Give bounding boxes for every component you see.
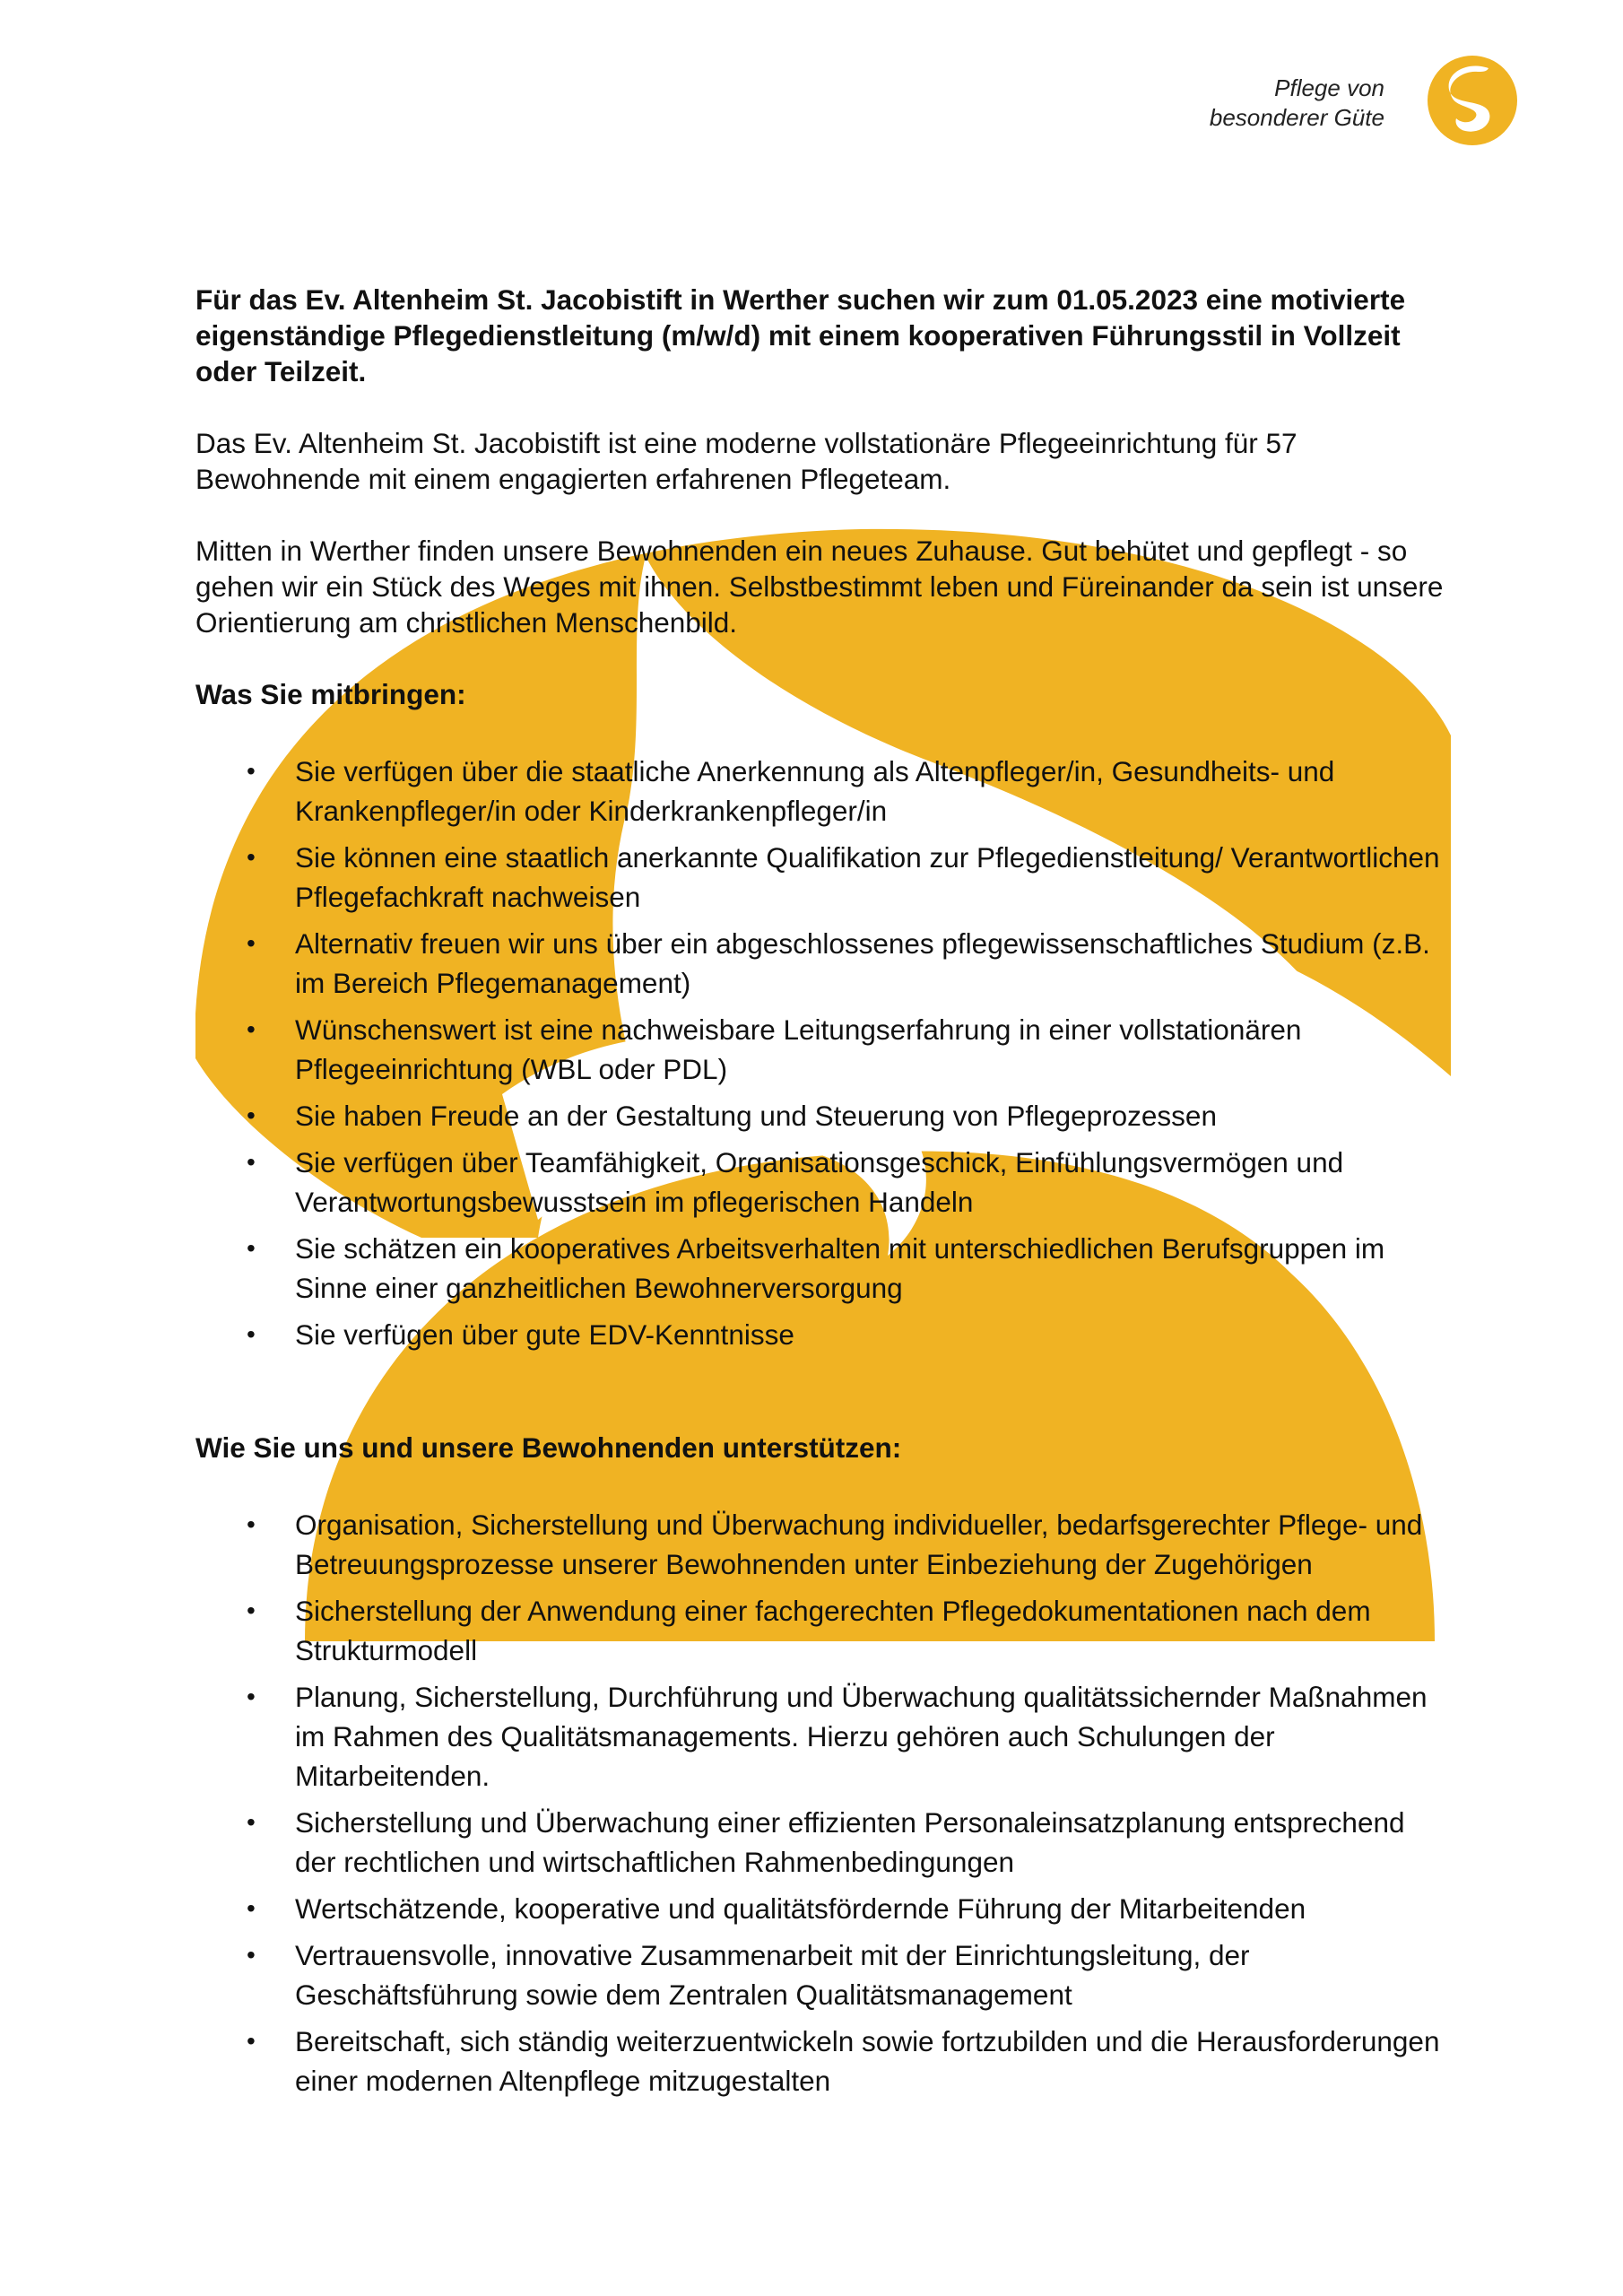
section-heading-requirements: Was Sie mitbringen: [195,678,466,710]
document-body [195,282,1451,2108]
list-item: • Wertschätzende, kooperative und qualitätsfördernde Führung der Mitarbeitenden [195,1889,1451,1928]
list-item: • Sie schätzen ein kooperatives Arbeitsverhalten mit unterschiedlichen Berufsgruppen im Sinne einer ganzheitlichen Bewohnerversorgung [195,1229,1451,1308]
bullet-icon: • [247,1015,256,1043]
list-item: • Sicherstellung der Anwendung einer fachgerechten Pflegedokumentationen nach dem Strukturmodell [195,1591,1451,1670]
header-tagline [1210,74,1384,133]
intro-paragraph-2: Mitten in Werther finden unsere Bewohnenden ein neues Zuhause. Gut behütet und gepflegt - so gehen wir ein Stück des Weges mit ihnen. Selbstbestimmt leben und Füreinander da sein ist unsere Orientierung am christlichen Menschenbild. [195,535,1444,639]
list-item: • Bereitschaft, sich ständig weiterzuentwickeln sowie fortzubilden und die Herausforderungen einer modernen Altenpflege mitzugestalten [195,2022,1451,2100]
bullet-icon: • [247,1101,256,1129]
bullet-icon: • [247,1510,256,1538]
section-heading-responsibilities: Wie Sie uns und unsere Bewohnenden unterstützen: [195,1431,902,1464]
bullet-icon: • [247,1148,256,1176]
tagline-line-1: Pflege von [1274,74,1384,101]
requirements-list [195,752,1451,1354]
list-item: • Wünschenswert ist eine nachweisbare Leitungserfahrung in einer vollstationären Pflegeeinrichtung (WBL oder PDL) [195,1010,1451,1089]
bullet-icon: • [247,1808,256,1836]
bullet-icon: • [247,757,256,785]
bullet-icon: • [247,1683,256,1710]
bullet-icon: • [247,1234,256,1262]
s-swirl-logo-icon [1426,52,1519,149]
list-item: • Sie können eine staatlich anerkannte Qualifikation zur Pflegedienstleitung/ Verantwortlichen Pflegefachkraft nachweisen [195,838,1451,917]
intro-paragraph-1: Das Ev. Altenheim St. Jacobistift ist eine moderne vollstationäre Pflegeeinrichtung für 57 Bewohnende mit einem engagierten erfahrenen Pflegeteam. [195,427,1298,495]
list-item: • Vertrauensvolle, innovative Zusammenarbeit mit der Einrichtungsleitung, der Geschäftsführung sowie dem Zentralen Qualitätsmanagement [195,1935,1451,2014]
bullet-icon: • [247,843,256,871]
bullet-icon: • [247,1596,256,1624]
bullet-icon: • [247,2027,256,2055]
bullet-icon: • [247,1941,256,1969]
bullet-icon: • [247,929,256,957]
list-item: • Sicherstellung und Überwachung einer effizienten Personaleinsatzplanung entsprechend der rechtlichen und wirtschaftlichen Rahmenbedingungen [195,1803,1451,1882]
list-item: • Planung, Sicherstellung, Durchführung und Überwachung qualitätssichernder Maßnahmen im Rahmen des Qualitätsmanagements. Hierzu gehören auch Schulungen der Mitarbeitenden. [195,1677,1451,1796]
tagline-line-2: besonderer Güte [1209,104,1384,131]
list-item: • Sie verfügen über die staatliche Anerkennung als Altenpfleger/in, Gesundheits- und Krankenpfleger/in oder Kinderkrankenpfleger/in [195,752,1451,831]
bullet-icon: • [247,1320,256,1348]
responsibilities-list [195,1505,1451,2100]
list-item: • Organisation, Sicherstellung und Überwachung individueller, bedarfsgerechter Pflege- und Betreuungsprozesse unserer Bewohnenden unter Einbeziehung der Zugehörigen [195,1505,1451,1584]
list-item: • Sie verfügen über Teamfähigkeit, Organisationsgeschick, Einfühlungsvermögen und Verantwortungsbewusstsein im pflegerischen Handeln [195,1143,1451,1222]
job-headline: Für das Ev. Altenheim St. Jacobistift in Werther suchen wir zum 01.05.2023 eine motivierte eigenständige Pflegedienstleitung (m/w/d) mit einem kooperativen Führungsstil in Vollzeit oder Teilzeit. [195,283,1406,387]
list-item: • Sie verfügen über gute EDV-Kenntnisse [195,1315,1451,1354]
list-item: • Sie haben Freude an der Gestaltung und Steuerung von Pflegeprozessen [195,1096,1451,1135]
bullet-icon: • [247,1894,256,1922]
list-item: • Alternativ freuen wir uns über ein abgeschlossenes pflegewissenschaftliches Studium (z.B. im Bereich Pflegemanagement) [195,924,1451,1003]
